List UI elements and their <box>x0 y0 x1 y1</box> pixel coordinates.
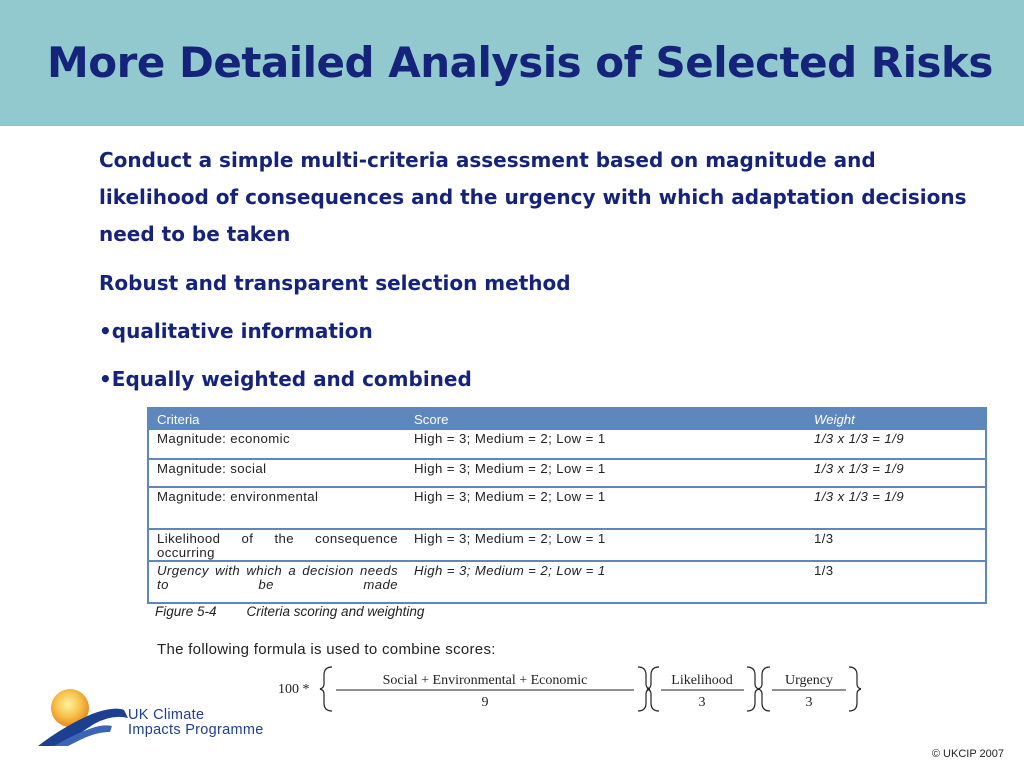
weight-cell: 1/3 x 1/3 = 1/9 <box>806 487 986 529</box>
weight-cell: 1/3 x 1/3 = 1/9 <box>806 459 986 487</box>
copyright-notice: © UKCIP 2007 <box>931 748 1004 760</box>
term1-denominator: 9 <box>481 695 489 710</box>
method-paragraph: Robust and transparent selection method <box>99 271 571 295</box>
table-row <box>148 529 986 561</box>
slide-body <box>99 142 979 409</box>
figure-caption-text: Criteria scoring and weighting <box>246 604 425 619</box>
logo-line-1: UK Climate <box>128 707 205 723</box>
criteria-cell: Magnitude: social <box>148 459 406 487</box>
logo-line-2: Impacts Programme <box>128 722 264 738</box>
logo-text <box>128 708 264 738</box>
figure-caption <box>155 604 424 619</box>
term3-numerator: Urgency <box>785 673 833 688</box>
bullet-weighted: •Equally weighted and combined <box>99 367 472 391</box>
left-brace <box>320 667 332 711</box>
weight-cell: 1/3 x 1/3 = 1/9 <box>806 430 986 459</box>
formula-prefix: 100 * <box>278 682 310 697</box>
right-brace <box>849 667 861 711</box>
header-criteria: Criteria <box>148 408 406 430</box>
table-row <box>148 430 986 459</box>
right-brace <box>747 667 759 711</box>
criteria-table <box>147 407 987 604</box>
criteria-cell: Magnitude: economic <box>148 430 406 459</box>
criteria-cell: Likelihood of the consequence occurring <box>148 529 406 561</box>
table-row <box>148 459 986 487</box>
criteria-cell: Urgency with which a decision needs to be made <box>157 563 398 592</box>
criteria-cell: Magnitude: environmental <box>148 487 406 529</box>
term2-numerator: Likelihood <box>671 673 733 688</box>
weight-cell: 1/3 <box>814 563 834 578</box>
term2-denominator: 3 <box>698 695 706 710</box>
term1-numerator: Social + Environmental + Economic <box>382 673 588 688</box>
score-cell: High = 3; Medium = 2; Low = 1 <box>406 430 806 459</box>
weight-cell: 1/3 <box>806 529 986 561</box>
combination-formula <box>278 664 868 714</box>
header-score: Score <box>406 408 806 430</box>
term3-denominator: 3 <box>805 695 813 710</box>
left-brace <box>758 667 770 711</box>
bullet-qualitative: •qualitative information <box>99 319 373 343</box>
table-header-row <box>148 408 986 430</box>
table-row <box>148 487 986 529</box>
intro-paragraph: Conduct a simple multi-criteria assessment based on magnitude and likelihood of consequences and the urgency with which adaptation decisions need to be taken <box>99 148 967 246</box>
score-cell: High = 3; Medium = 2; Low = 1 <box>406 487 806 529</box>
formula-intro: The following formula is used to combine scores: <box>157 641 496 658</box>
figure-label: Figure 5-4 <box>155 604 217 619</box>
score-cell: High = 3; Medium = 2; Low = 1 <box>406 459 806 487</box>
slide-title: More Detailed Analysis of Selected Risks <box>47 38 993 87</box>
score-cell: High = 3; Medium = 2; Low = 1 <box>414 563 606 578</box>
table-row <box>148 561 986 603</box>
score-cell: High = 3; Medium = 2; Low = 1 <box>406 529 806 561</box>
header-weight: Weight <box>806 408 986 430</box>
